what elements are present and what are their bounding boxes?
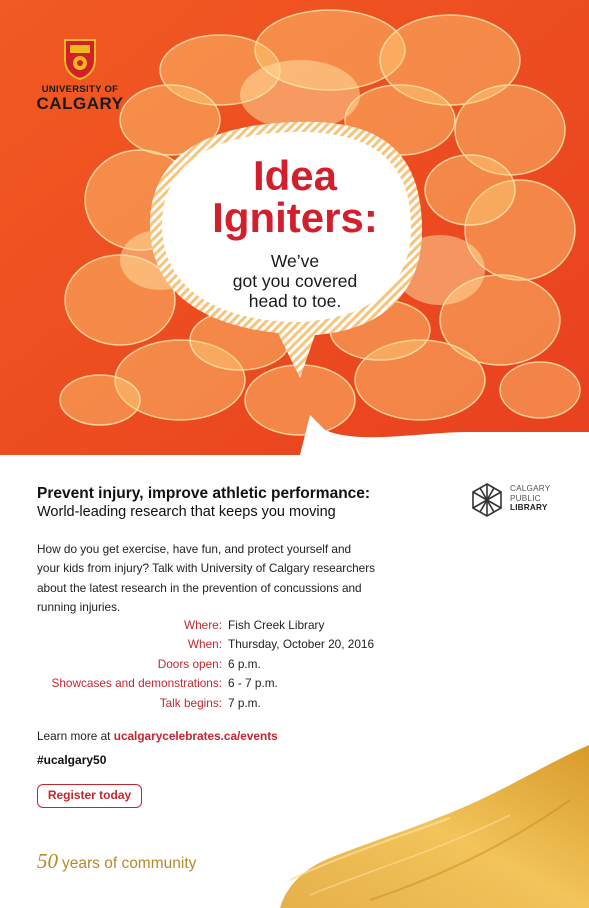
detail-row-showcases	[37, 674, 374, 693]
event-headings	[37, 484, 557, 522]
headline-subtitle-line3: head to toe.	[248, 291, 342, 311]
headline	[165, 152, 425, 311]
events-link[interactable]: ucalgarycelebrates.ca/events	[113, 729, 278, 743]
headline-title-line2: Igniters:	[212, 194, 378, 241]
description-line: your kids from injury? Talk with University of Calgary researchers	[37, 561, 376, 576]
fifty-mark: 50	[37, 849, 58, 873]
event-description	[37, 540, 407, 617]
university-name-line2: CALGARY	[36, 94, 124, 113]
detail-value: Fish Creek Library	[228, 618, 325, 632]
headline-subtitle-line2: got you covered	[232, 271, 358, 291]
headline-subtitle	[165, 251, 425, 311]
learn-more-prefix: Learn more at	[37, 729, 114, 743]
description-line: about the latest research in the prevention of concussions and	[37, 580, 362, 595]
detail-value: 6 p.m.	[228, 656, 261, 671]
detail-value: Thursday, October 20, 2016	[228, 637, 375, 652]
gold-brush-stroke	[270, 740, 589, 908]
detail-value: 6 - 7 p.m.	[228, 676, 278, 691]
detail-row-doors	[37, 655, 374, 674]
partner-line1: CALGARY	[510, 484, 551, 493]
event-heading: Prevent injury, improve athletic performance:	[37, 485, 371, 502]
detail-row-where	[37, 616, 374, 635]
event-details	[37, 616, 374, 713]
headline-title-line1: Idea	[252, 152, 338, 199]
detail-value: 7 p.m.	[228, 695, 261, 710]
hashtag: #ucalgary50	[37, 753, 107, 767]
university-name-line1: UNIVERSITY OF	[41, 84, 119, 95]
partner-line3: LIBRARY	[510, 503, 548, 513]
detail-label: Talk begins:	[159, 695, 222, 710]
headline-subtitle-line1: We’ve	[270, 251, 320, 271]
detail-label: Where:	[183, 618, 222, 632]
detail-row-talk	[37, 694, 374, 713]
detail-row-when	[37, 635, 374, 654]
partner-line2: PUBLIC	[510, 493, 541, 503]
university-logo[interactable]	[30, 38, 130, 112]
event-subheading: World-leading research that keeps you moving	[37, 504, 336, 520]
tagline-text: years of community	[62, 855, 197, 872]
detail-label: Showcases and demonstrations:	[51, 676, 222, 691]
detail-label: When:	[187, 637, 222, 652]
register-button[interactable]: Register today	[37, 784, 142, 808]
learn-more	[37, 729, 278, 743]
crest-icon	[63, 38, 97, 80]
detail-label: Doors open:	[157, 656, 222, 671]
description-line: running injuries.	[37, 599, 121, 614]
description-line: How do you get exercise, have fun, and protect yourself and	[37, 542, 352, 556]
anniversary-tagline	[37, 849, 196, 874]
